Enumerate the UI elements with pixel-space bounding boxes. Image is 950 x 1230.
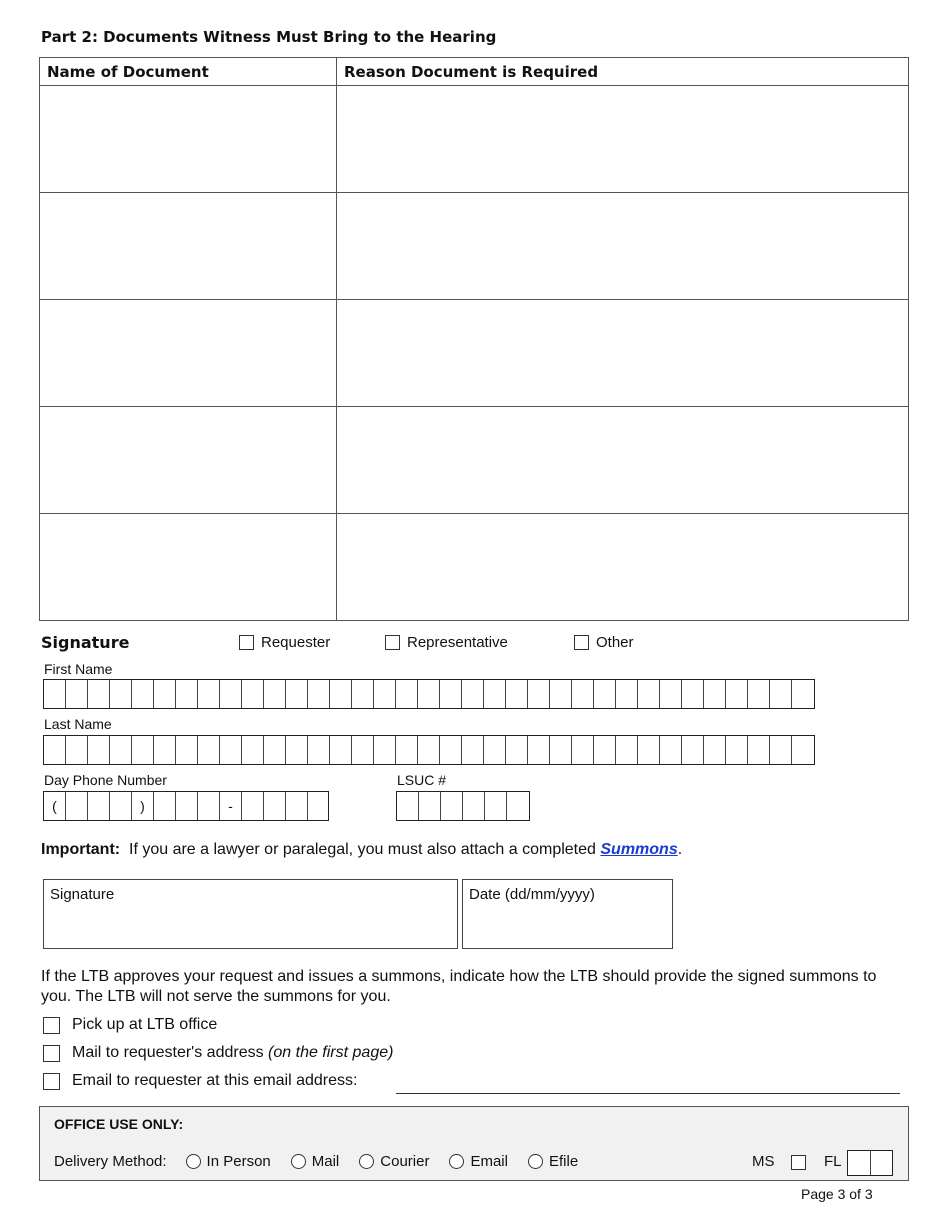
- grid-cell[interactable]: [704, 736, 726, 764]
- grid-cell[interactable]: [352, 680, 374, 708]
- grid-cell[interactable]: [550, 680, 572, 708]
- phone-cell: (: [44, 792, 66, 820]
- grid-cell[interactable]: [594, 680, 616, 708]
- document-reason-cell[interactable]: [337, 193, 909, 300]
- grid-cell[interactable]: [330, 736, 352, 764]
- grid-cell[interactable]: [132, 680, 154, 708]
- signature-heading: Signature: [41, 633, 130, 652]
- table-row: [40, 300, 909, 407]
- grid-cell[interactable]: [506, 736, 528, 764]
- grid-cell[interactable]: [110, 736, 132, 764]
- phone-field[interactable]: [43, 791, 329, 821]
- mail-label-note: (on the first page): [268, 1044, 394, 1061]
- grid-cell[interactable]: [396, 680, 418, 708]
- phone-cell[interactable]: [176, 792, 198, 820]
- grid-cell[interactable]: [748, 736, 770, 764]
- signature-box[interactable]: [43, 879, 458, 949]
- ms-label: MS: [752, 1153, 775, 1170]
- page-number: Page 3 of 3: [801, 1186, 873, 1202]
- grid-cell[interactable]: [308, 680, 330, 708]
- phone-cell[interactable]: [110, 792, 132, 820]
- lsuc-label: LSUC #: [397, 772, 447, 788]
- table-row: [40, 514, 909, 621]
- table-row: [40, 407, 909, 514]
- document-name-cell[interactable]: [40, 300, 337, 407]
- important-end: .: [677, 841, 683, 858]
- grid-cell[interactable]: [748, 680, 770, 708]
- representative-label: Representative: [407, 634, 508, 651]
- grid-cell[interactable]: [396, 736, 418, 764]
- important-text: If you are a lawyer or paralegal, you must also attach a completed: [129, 841, 596, 858]
- fl-field[interactable]: [847, 1150, 893, 1176]
- grid-cell[interactable]: [198, 736, 220, 764]
- part2-title: Part 2: Documents Witness Must Bring to the Hearing: [41, 28, 497, 46]
- phone-cell[interactable]: [198, 792, 220, 820]
- other-label: Other: [596, 634, 634, 651]
- last-name-field[interactable]: [43, 735, 815, 765]
- radio-icon[interactable]: [359, 1154, 374, 1169]
- grid-cell[interactable]: [638, 736, 660, 764]
- grid-cell[interactable]: [572, 680, 594, 708]
- phone-cell[interactable]: [66, 792, 88, 820]
- grid-cell[interactable]: [352, 736, 374, 764]
- table-row: [40, 86, 909, 193]
- grid-cell[interactable]: [528, 736, 550, 764]
- role-other[interactable]: [574, 634, 634, 651]
- radio-icon[interactable]: [528, 1154, 543, 1169]
- grid-cell[interactable]: [374, 680, 396, 708]
- grid-cell[interactable]: [418, 736, 440, 764]
- document-name-cell[interactable]: [40, 193, 337, 300]
- delivery-method-row: [54, 1153, 598, 1170]
- grid-cell[interactable]: [462, 736, 484, 764]
- requester-checkbox[interactable]: [239, 635, 254, 650]
- delivery-efile-label: Efile: [548, 1153, 579, 1170]
- grid-cell[interactable]: [286, 680, 308, 708]
- important-lead: Important:: [41, 841, 121, 858]
- document-name-cell[interactable]: [40, 86, 337, 193]
- phone-cell[interactable]: [264, 792, 286, 820]
- option-email[interactable]: [43, 1072, 357, 1090]
- summons-link[interactable]: Summons: [600, 841, 678, 858]
- phone-cell[interactable]: [154, 792, 176, 820]
- grid-cell[interactable]: [616, 680, 638, 708]
- date-box-label: Date (dd/mm/yyyy): [469, 886, 595, 903]
- radio-icon[interactable]: [291, 1154, 306, 1169]
- grid-cell[interactable]: [397, 792, 419, 820]
- grid-cell[interactable]: [264, 736, 286, 764]
- mail-label-text: Mail to requester's address: [72, 1044, 264, 1061]
- grid-cell[interactable]: [374, 736, 396, 764]
- grid-cell[interactable]: [726, 736, 748, 764]
- office-use-panel: [39, 1106, 909, 1181]
- grid-cell[interactable]: [220, 680, 242, 708]
- grid-cell[interactable]: [44, 736, 66, 764]
- grid-cell[interactable]: [88, 680, 110, 708]
- phone-cell[interactable]: [308, 792, 328, 820]
- grid-cell[interactable]: [770, 736, 792, 764]
- grid-cell[interactable]: [88, 736, 110, 764]
- grid-cell[interactable]: [462, 680, 484, 708]
- grid-cell[interactable]: [792, 680, 814, 708]
- grid-cell[interactable]: [264, 680, 286, 708]
- grid-cell[interactable]: [132, 736, 154, 764]
- phone-cell: -: [220, 792, 242, 820]
- grid-cell[interactable]: [286, 736, 308, 764]
- grid-cell[interactable]: [176, 736, 198, 764]
- signature-box-label: Signature: [50, 886, 115, 903]
- lsuc-field[interactable]: [396, 791, 530, 821]
- fl-label: FL: [824, 1153, 842, 1170]
- grid-cell[interactable]: [154, 736, 176, 764]
- grid-cell[interactable]: [154, 680, 176, 708]
- column-header-reason: Reason Document is Required: [337, 58, 909, 86]
- grid-cell[interactable]: [308, 736, 330, 764]
- grid-cell[interactable]: [66, 736, 88, 764]
- delivery-courier-label: Courier: [380, 1153, 430, 1170]
- delivery-in-person[interactable]: [186, 1153, 271, 1170]
- document-reason-cell[interactable]: [337, 514, 909, 621]
- pickup-label: Pick up at LTB office: [72, 1016, 218, 1033]
- office-use-title: OFFICE USE ONLY:: [54, 1116, 184, 1132]
- email-checkbox[interactable]: [43, 1073, 60, 1090]
- mail-label: [72, 1044, 393, 1062]
- grid-cell[interactable]: [66, 680, 88, 708]
- grid-cell[interactable]: [572, 736, 594, 764]
- mail-checkbox[interactable]: [43, 1045, 60, 1062]
- fl-cell[interactable]: [871, 1151, 893, 1175]
- grid-cell[interactable]: [440, 680, 462, 708]
- document-reason-cell[interactable]: [337, 407, 909, 514]
- document-name-cell[interactable]: [40, 407, 337, 514]
- grid-cell[interactable]: [682, 680, 704, 708]
- delivery-in-person-label: In Person: [206, 1153, 271, 1170]
- option-pickup[interactable]: [43, 1016, 217, 1034]
- document-reason-cell[interactable]: [337, 300, 909, 407]
- grid-cell[interactable]: [441, 792, 463, 820]
- grid-cell[interactable]: [176, 680, 198, 708]
- fl-cell[interactable]: [848, 1151, 871, 1175]
- delivery-courier[interactable]: [359, 1153, 429, 1170]
- delivery-email-label: Email: [470, 1153, 508, 1170]
- grid-cell[interactable]: [110, 680, 132, 708]
- grid-cell[interactable]: [638, 680, 660, 708]
- grid-cell[interactable]: [242, 680, 264, 708]
- grid-cell[interactable]: [594, 736, 616, 764]
- grid-cell[interactable]: [440, 736, 462, 764]
- important-note: [41, 841, 682, 859]
- delivery-email[interactable]: [449, 1153, 508, 1170]
- document-reason-cell[interactable]: [337, 86, 909, 193]
- grid-cell[interactable]: [484, 736, 506, 764]
- table-row: [40, 193, 909, 300]
- representative-checkbox[interactable]: [385, 635, 400, 650]
- pickup-checkbox[interactable]: [43, 1017, 60, 1034]
- documents-table: [39, 57, 909, 621]
- phone-cell: ): [132, 792, 154, 820]
- grid-cell[interactable]: [770, 680, 792, 708]
- role-requester[interactable]: [239, 634, 330, 651]
- grid-cell[interactable]: [198, 680, 220, 708]
- delivery-instructions: If the LTB approves your request and issues a summons, indicate how the LTB should provide the signed summons to you. The LTB will not serve the summons for you.: [41, 968, 877, 1005]
- grid-cell[interactable]: [528, 680, 550, 708]
- column-header-name: Name of Document: [40, 58, 337, 86]
- phone-cell[interactable]: [242, 792, 264, 820]
- grid-cell[interactable]: [484, 680, 506, 708]
- requester-label: Requester: [261, 634, 331, 651]
- grid-cell[interactable]: [660, 736, 682, 764]
- grid-cell[interactable]: [419, 792, 441, 820]
- date-box[interactable]: [462, 879, 673, 949]
- first-name-label: First Name: [44, 661, 113, 677]
- last-name-label: Last Name: [44, 716, 112, 732]
- grid-cell[interactable]: [682, 736, 704, 764]
- grid-cell[interactable]: [726, 680, 748, 708]
- phone-label: Day Phone Number: [44, 772, 167, 788]
- grid-cell[interactable]: [220, 736, 242, 764]
- ms-checkbox[interactable]: [791, 1155, 806, 1170]
- grid-cell[interactable]: [485, 792, 507, 820]
- phone-cell[interactable]: [286, 792, 308, 820]
- grid-cell[interactable]: [330, 680, 352, 708]
- grid-cell[interactable]: [660, 680, 682, 708]
- grid-cell[interactable]: [792, 736, 814, 764]
- delivery-mail[interactable]: [291, 1153, 340, 1170]
- first-name-field[interactable]: [43, 679, 815, 709]
- email-label: Email to requester at this email address:: [72, 1072, 358, 1089]
- document-name-cell[interactable]: [40, 514, 337, 621]
- grid-cell[interactable]: [507, 792, 529, 820]
- delivery-method-label: Delivery Method:: [54, 1153, 167, 1170]
- other-checkbox[interactable]: [574, 635, 589, 650]
- role-representative[interactable]: [385, 634, 508, 651]
- option-mail[interactable]: [43, 1044, 393, 1062]
- delivery-mail-label: Mail: [311, 1153, 340, 1170]
- email-address-input[interactable]: [396, 1093, 900, 1094]
- grid-cell[interactable]: [704, 680, 726, 708]
- radio-icon[interactable]: [186, 1154, 201, 1169]
- grid-cell[interactable]: [44, 680, 66, 708]
- grid-cell[interactable]: [550, 736, 572, 764]
- radio-icon[interactable]: [449, 1154, 464, 1169]
- grid-cell[interactable]: [616, 736, 638, 764]
- delivery-efile[interactable]: [528, 1153, 578, 1170]
- phone-cell[interactable]: [88, 792, 110, 820]
- grid-cell[interactable]: [242, 736, 264, 764]
- grid-cell[interactable]: [418, 680, 440, 708]
- grid-cell[interactable]: [463, 792, 485, 820]
- grid-cell[interactable]: [506, 680, 528, 708]
